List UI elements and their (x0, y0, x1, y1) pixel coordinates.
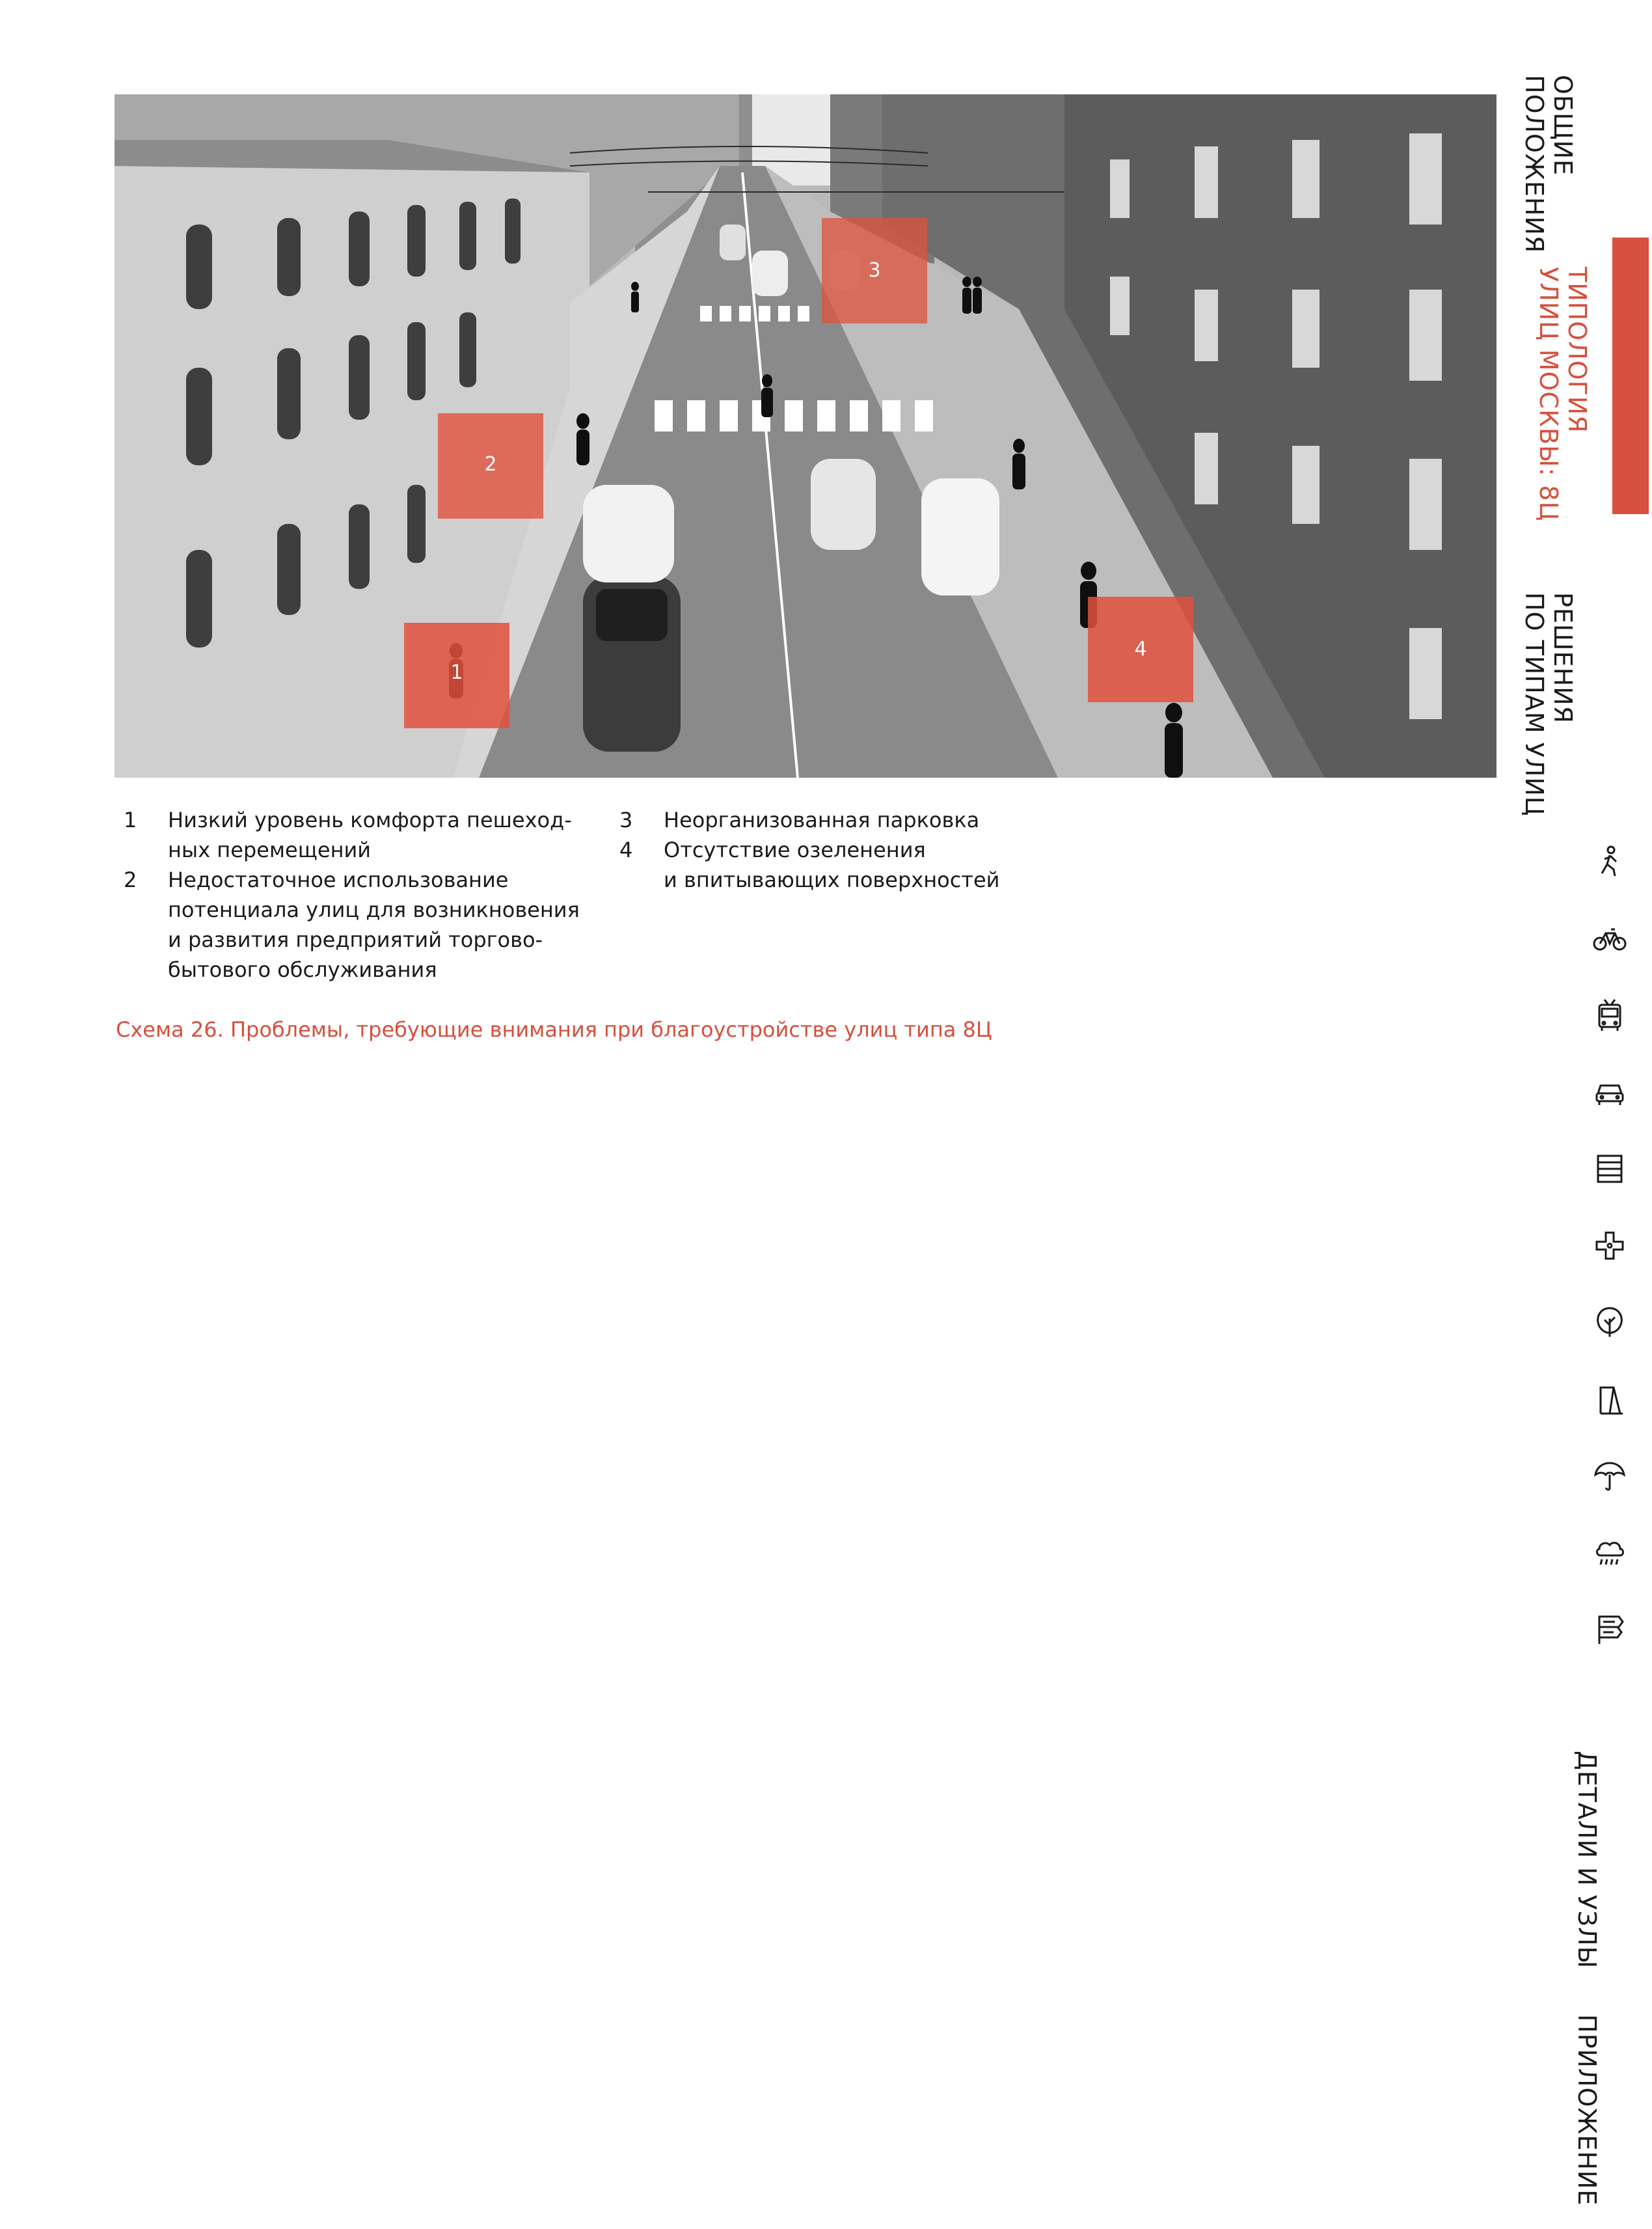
nav-section-line: РЕШЕНИЯ (1549, 592, 1577, 724)
marker-1-label: 1 (450, 661, 463, 684)
street-scene (115, 94, 1496, 778)
legend-text-line: ных перемещений (168, 838, 372, 862)
legend-number: 1 (124, 808, 137, 832)
legend-item-2 (116, 865, 584, 985)
trolleybus-icon[interactable] (1591, 997, 1628, 1033)
nav-section-line: ТИПОЛОГИЯ (1563, 267, 1591, 433)
nav-section-line: ПО ТИПАМ УЛИЦ (1520, 592, 1549, 817)
signage-icon[interactable] (1591, 1611, 1628, 1648)
car-icon[interactable] (1591, 1074, 1628, 1110)
nav-section-line: ДЕТАЛИ И УЗЛЫ (1573, 1751, 1601, 1969)
legend-text-line: потенциала улиц для возникновения (168, 897, 580, 922)
nav-section-details[interactable] (1573, 1751, 1601, 1969)
legend-text-line: Неорганизованная парковка (664, 808, 980, 832)
legend-text-line: Отсутствие озеленения (664, 838, 926, 862)
nav-section-general[interactable] (1520, 75, 1577, 253)
marker-3-label: 3 (868, 259, 881, 282)
nav-section-line: ПРИЛОЖЕНИЕ (1573, 2014, 1601, 2206)
legend-number: 2 (124, 868, 137, 892)
nav-section-line: ПОЛОЖЕНИЯ (1520, 75, 1549, 254)
pedestrian-icon[interactable] (1591, 843, 1628, 880)
legend-text-line: Недостаточное использование (168, 868, 509, 892)
umbrella-icon[interactable] (1591, 1458, 1628, 1494)
cross-icon[interactable] (1591, 1227, 1628, 1264)
legend-text-line: Низкий уровень комфорта пешеход- (168, 808, 572, 832)
legend-right-column (612, 805, 1080, 895)
legend-item-3 (612, 805, 1080, 835)
nav-section-line: УЛИЦ МОСКВЫ: 8Ц (1534, 267, 1563, 522)
tree-icon[interactable] (1591, 1304, 1628, 1341)
active-section-indicator (1612, 238, 1649, 514)
legend-text-line: и впитывающих поверхностей (664, 868, 1000, 892)
paving-icon[interactable] (1591, 1151, 1628, 1187)
legend-left-column (116, 805, 584, 985)
figure-caption: Схема 26. Проблемы, требующие внимания при благоустройстве улиц типа 8Ц (116, 1017, 992, 1042)
legend-item-4 (612, 835, 1080, 895)
marker-4-label: 4 (1134, 638, 1147, 661)
nav-section-line: ОБЩИЕ (1549, 75, 1577, 176)
legend-number: 3 (619, 808, 633, 832)
street-illustration (115, 94, 1496, 778)
marker-2-label: 2 (484, 453, 497, 476)
legend-text-line: и развития предприятий торгово- (168, 927, 543, 952)
nav-section-appendix[interactable] (1573, 2014, 1601, 2206)
bicycle-icon[interactable] (1591, 920, 1628, 957)
legend-number: 4 (619, 838, 633, 862)
nav-section-typology[interactable] (1534, 267, 1591, 521)
legend-text-line: бытового обслуживания (168, 957, 437, 982)
rain-cloud-icon[interactable] (1591, 1535, 1628, 1571)
nav-section-solutions[interactable] (1520, 592, 1577, 816)
legend-item-1 (116, 805, 584, 865)
lamp-icon[interactable] (1591, 1381, 1628, 1417)
